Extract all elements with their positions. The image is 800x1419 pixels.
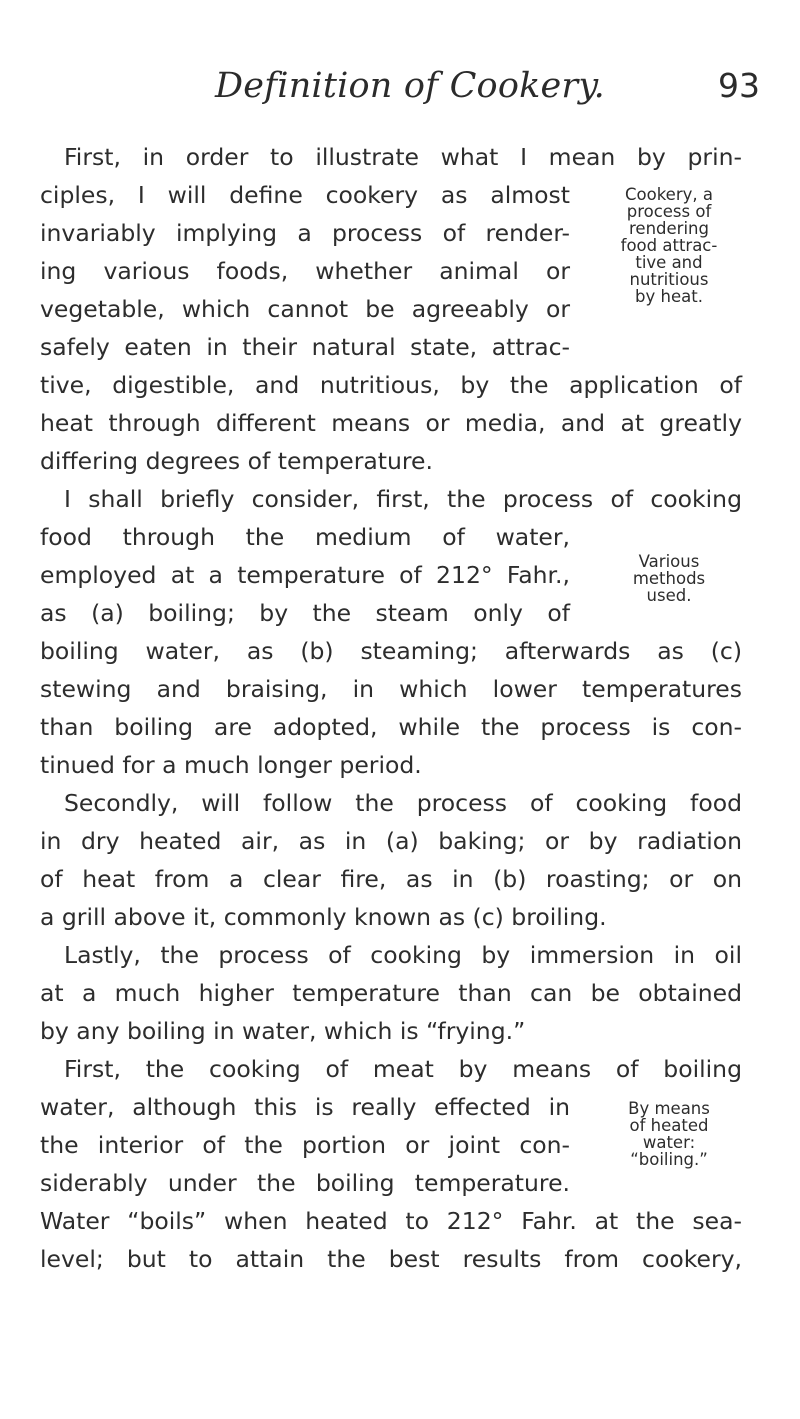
text-line: invariably implying a process of render-: [40, 219, 570, 247]
text-line: boiling water, as (b) steaming; afterwards as (c): [40, 637, 742, 665]
text-line: water, although this is really effected in: [40, 1093, 570, 1121]
sidenote-line: water:: [642, 1133, 696, 1152]
text-line: at a much higher temperature than can be obtained: [40, 979, 742, 1007]
sidenote-line: by heat.: [635, 287, 703, 306]
text-line: food through the medium of water,: [40, 523, 570, 551]
sidenote-line: methods: [632, 569, 706, 588]
text-line: the interior of the portion or joint con-: [40, 1131, 570, 1159]
text-line: First, the cooking of meat by means of boiling: [64, 1055, 742, 1083]
text-line: in dry heated air, as in (a) baking; or by radiation: [40, 827, 742, 855]
sidenote-line: food attrac-: [620, 236, 718, 255]
text-line: heat through different means or media, and at greatly: [40, 409, 742, 437]
text-line: siderably under the boiling temperature.: [40, 1169, 570, 1197]
text-line: Secondly, will follow the process of cooking food: [64, 789, 742, 817]
sidenote-line: Various: [638, 552, 700, 571]
text-line: differing degrees of temperature.: [40, 447, 433, 475]
text-line: than boiling are adopted, while the process is con-: [40, 713, 742, 741]
sidenote-line: By means: [628, 1099, 710, 1118]
sidenote-various-methods: [594, 553, 744, 604]
text-line: as (a) boiling; by the steam only of: [40, 599, 570, 627]
text-line: employed at a temperature of 212° Fahr.,: [40, 561, 570, 589]
text-line: by any boiling in water, which is “frying.”: [40, 1017, 526, 1045]
text-line: I shall briefly consider, first, the process of cooking: [64, 485, 742, 513]
sidenote-line: tive and: [635, 253, 703, 272]
text-line: ciples, I will define cookery as almost: [40, 181, 570, 209]
text-line: ing various foods, whether animal or: [40, 257, 570, 285]
text-line: Water “boils” when heated to 212° Fahr. at the sea-: [40, 1207, 742, 1235]
sidenote-line: process of: [626, 202, 712, 221]
page-header: [60, 62, 760, 122]
sidenote-line: of heated: [629, 1116, 709, 1135]
text-line: tinued for a much longer period.: [40, 751, 422, 779]
text-line: of heat from a clear fire, as in (b) roasting; or on: [40, 865, 742, 893]
sidenote-cookery-definition: [594, 186, 744, 305]
text-line: stewing and braising, in which lower temperatures: [40, 675, 742, 703]
text-line: Lastly, the process of cooking by immersion in oil: [64, 941, 742, 969]
sidenote-line: used.: [646, 586, 692, 605]
sidenote-line: nutritious: [629, 270, 709, 289]
text-line: vegetable, which cannot be agreeably or: [40, 295, 570, 323]
sidenote-boiling: [594, 1100, 744, 1168]
text-line: safely eaten in their natural state, attrac-: [40, 333, 570, 361]
text-line: First, in order to illustrate what I mean by prin-: [64, 143, 742, 171]
running-title: Definition of Cookery.: [214, 66, 606, 106]
text-line: tive, digestible, and nutritious, by the application of: [40, 371, 742, 399]
sidenote-line: “boiling.”: [630, 1150, 708, 1169]
page-number: 93: [718, 66, 760, 105]
sidenote-line: rendering: [629, 219, 709, 238]
text-line: level; but to attain the best results from cookery,: [40, 1245, 742, 1273]
text-line: a grill above it, commonly known as (c) broiling.: [40, 903, 607, 931]
sidenote-line: Cookery, a: [625, 185, 713, 204]
